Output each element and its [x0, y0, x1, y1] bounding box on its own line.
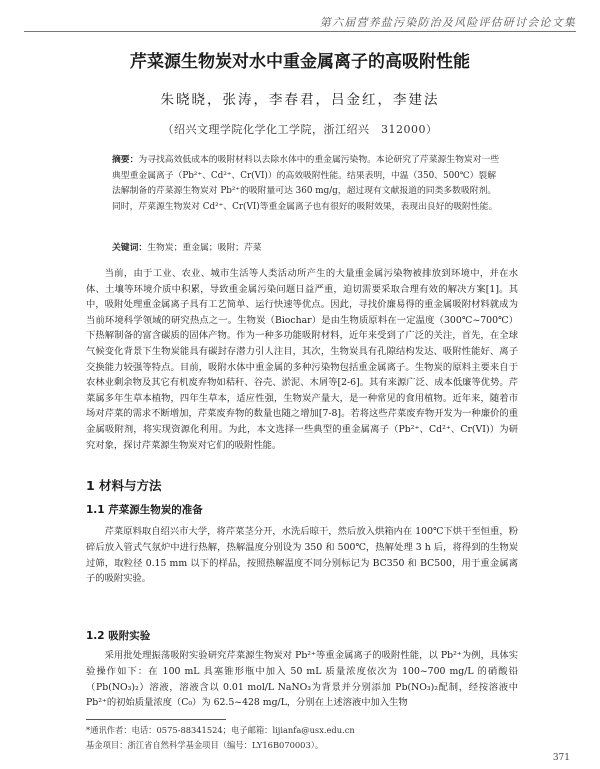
header-rule [24, 31, 576, 32]
page-number: 371 [552, 753, 570, 763]
keywords-text: 生物炭；重金属；吸附；芹菜 [147, 243, 262, 253]
paragraph-1-1: 芹菜原料取自绍兴市大学，将芹菜茎分开，水洗后晾干，然后放入烘箱内在 100℃下烘干至恒重，粉碎后放入管式气氛炉中进行热解，热解温度分别设为 350 和 500℃，热解处理 3 h 后，将得到的生物炭过筛，取粒径 0.15 mm 以下的样品，按照热解温度不同分别标记为 BC350 和 BC500，用于重金属离子的吸附实验。 [86, 526, 518, 585]
paragraph-1-2: 采用批处理振荡吸附实验研究芹菜源生物炭对 Pb²⁺等重金属离子的吸附性能，以 Pb²⁺为例，具体实验操作如下：在 100 mL 具塞锥形瓶中加入 50 mL 质量浓度依次为 100~700 mg/L 的硝酸铅（Pb(NO₃)₂）溶液，溶液含以 0.01 mol/L NaNO₃为背景并分别添加 Pb(NO₃)₂配制，经按溶液中 Pb²⁺的初始质量浓度（C₀）为 62.5~428 mg/L，分别在上述溶液中加入生物 [86, 650, 518, 709]
keywords-label: 关键词： [112, 243, 148, 253]
abstract [112, 153, 500, 215]
footnote-rule [86, 719, 226, 720]
subsection-heading-1-1: 1.1 芹菜源生物炭的准备 [86, 504, 203, 516]
paper-affiliation: （绍兴文理学院化学化工学院，浙江绍兴 312000） [162, 123, 438, 136]
footnote-funding: 基金项目：浙江省自然科学基金项目（编号：LY16B070003）。 [86, 740, 324, 750]
abstract-text: 为寻找高效低成本的吸附材料以去除水体中的重金属污染物。本论研究了芹菜源生物炭对一些典型重金属离子（Pb²⁺、Cd²⁺、Cr(VI)）的高效吸附性能。结果表明，中温（350、500℃）裂解法解制备的芹菜源生物炭对 Pb²⁺的吸附量可达 360 mg/g，超过现有文献报道的同类多数吸附剂。同时，芹菜源生物炭对 Cd²⁺、Cr(VI)等重金属离子也有很好的吸附效果，表现出良好的吸附性能。 [112, 155, 500, 212]
running-head: 第六届营养盐污染防治及风险评估研讨会论文集 [319, 16, 576, 29]
paper-authors: 朱晓晓，张涛，李春君，吕金红，李建法 [160, 92, 440, 108]
section-heading-1: 1 材料与方法 [86, 478, 162, 493]
paper-title: 芹菜源生物炭对水中重金属离子的高吸附性能 [130, 52, 470, 72]
intro-paragraph: 当前，由于工业、农业、城市生活等人类活动所产生的大量重金属污染物被排放到环境中，并在水体、土壤等环境介质中积累，导致重金属污染问题日益严重，迫切需要采取合理有效的解决方案[1]。其中，吸附处理重金属离子具有工艺简单、运行快速等优点。因此，寻找价廉易得的重金属吸附材料就成为当前环境科学领域的研究热点之一。生物炭（Biochar）是由生物质原料在一定温度（300℃~700℃）下热解制备的富含碳质的固体产物。作为一种多功能吸附材料，近年来受到了广泛的关注，首先，在全球气候变化背景下生物炭能具有碳封存潜力引人注目，其次，生物炭具有孔隙结构发达、吸附性能好、离子交换能力较强等特点。目前，吸附水体中重金属的多种污染物包括重金属离子。生物炭的原料主要来自于农林业剩余物及其它有机废弃物如秸秆、谷壳、淤泥、木屑等[2-6]。其有来源广泛、成本低廉等优势。芹菜属多年生草本植物，四年生草本，适应性强，生物炭产量大，是一种常见的食用植物。近年来，随着市场对芹菜的需求不断增加，芹菜废弃物的数量也随之增加[7-8]。若将这些芹菜废弃物开发为一种廉价的重金属吸附剂，将实现资源化利用。为此，本文选择一些典型的重金属离子（Pb²⁺、Cd²⁺、Cr(VI)）为研究对象，探讨芹菜源生物炭对它们的吸附性能。 [86, 268, 518, 451]
keywords [112, 240, 500, 253]
abstract-label: 摘要： [112, 155, 139, 165]
footnote-contact: *通讯作者：电话：0575-88341524；电子邮箱：lijianfa@usx.edu.cn [86, 725, 355, 735]
subsection-heading-1-2: 1.2 吸附实验 [86, 630, 151, 642]
